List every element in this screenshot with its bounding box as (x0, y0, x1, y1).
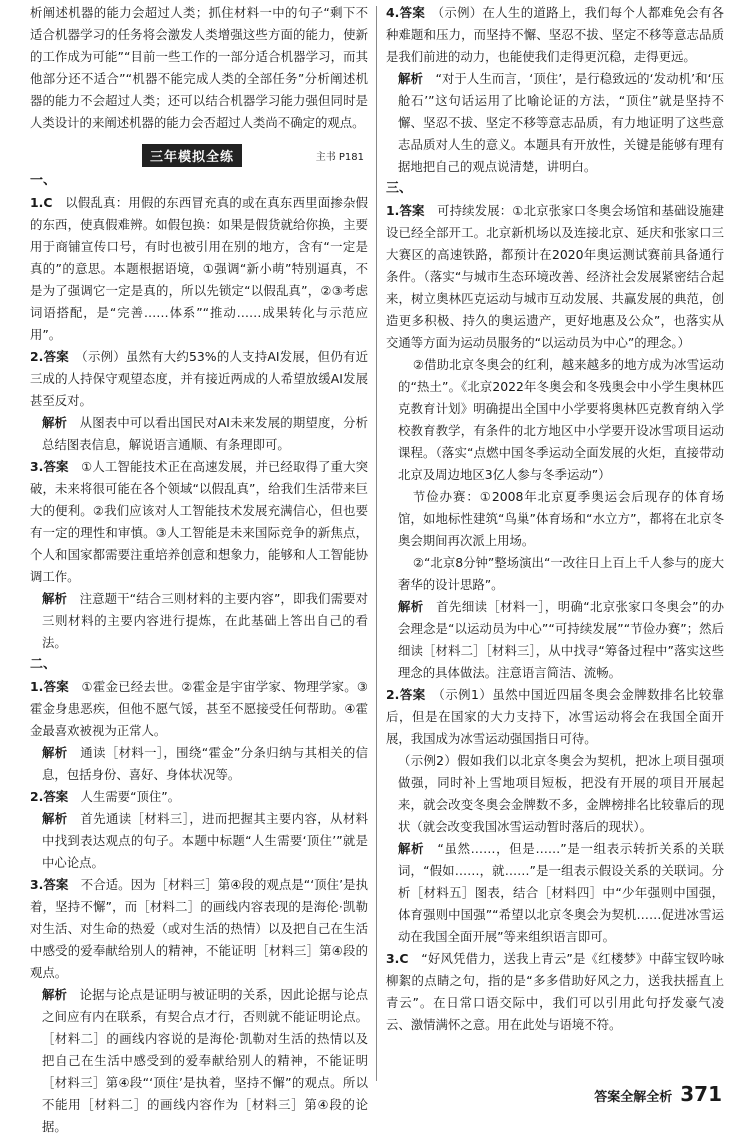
analysis-label: 解析 (398, 599, 424, 614)
analysis-text: 从图表中可以看出国民对AI未来发展的期望度，分析总结图表信息，解说语言通顺、有条理即可。 (42, 415, 368, 452)
analysis-label: 解析 (42, 415, 68, 430)
analysis-1-3 (30, 588, 368, 654)
answer-text: 人生需要“顶住”。 (80, 789, 181, 804)
analysis-label: 解析 (398, 841, 425, 856)
answer-label: 1.答案 (386, 203, 425, 218)
analysis-label: 解析 (398, 71, 423, 86)
section-heading-1: 一、 (30, 173, 57, 188)
analysis-2-1 (30, 742, 368, 786)
answer-3-1-part-c: 节俭办赛：①2008年北京夏季奥运会后现存的体育场馆，如地标性建筑“鸟巢”体育场和“水立方”，都将在北京冬奥会期间再次派上用场。 (398, 489, 724, 548)
answer-text: 可持续发展：①北京张家口冬奥会场馆和基础设施建设已经全部开工。北京新机场以及连接北京、延庆和张家口三大赛区的高速铁路，都预计在2020年奥运测试赛前具备通行条件。（落实“与城市生态环境改善、经济社会发展紧密结合起来，树立奥林匹克运动与城市互动发展、共赢发展的典范，创造更多积极、持久的奥运遗产，更好地惠及公众”，也落实从交通等方面为运动员服务的“以运动员为中心”的理念。） (386, 203, 724, 350)
answer-3-2-part-a (386, 684, 724, 750)
analysis-2-3 (30, 984, 368, 1138)
answer-text: ①人工智能技术正在高速发展，并已经取得了重大突破，未来将很可能在各个领域“以假乱真”，给我们生活带来巨大的便利。②我们应该对人工智能技术发展充满信心，但也要有一定的理性和审慎。③人工智能是未来国际竞争的新焦点，个人和国家都需要注重培养创意和想象力，能够和人工智能协调工作。 (30, 459, 368, 584)
page-footer (594, 1082, 722, 1106)
answer-label: 2.答案 (30, 349, 69, 364)
answer-text: “好风凭借力，送我上青云”是《红楼梦》中薛宝钗吟咏柳絮的点睛之句，指的是“多多借助好风之力，送我扶摇直上青云”。在日常口语交际中，我们可以引用此句抒发豪气凌云、激情满怀之意。用在此处与语境不符。 (386, 951, 725, 1032)
answer-3-1-part-d: ②“北京8分钟”整场演出“一改往日上百上千人参与的庞大奢华的设计思路”。 (398, 555, 724, 592)
analysis-label: 解析 (42, 591, 68, 606)
answer-2-4 (386, 2, 724, 68)
analysis-3-2 (386, 838, 724, 948)
answer-label: 3.答案 (30, 459, 69, 474)
answer-2-1 (30, 676, 368, 742)
answer-2-2 (30, 786, 368, 808)
answer-label: 2.答案 (30, 789, 69, 804)
answer-3-1-part-b: ②借助北京冬奥会的红利，越来越多的地方成为冰雪运动的“热土”。《北京2022年冬奥会和冬残奥会中小学生奥林匹克教育计划》明确提出全国中小学要将奥林匹克教育纳入学校教育教学，有条件的北方地区中小学要开设冰雪项目运动课程。（落实“点燃中国冬季运动全面发展的火炬，直接带动北京及周边地区3亿人参与冬季运动”） (398, 357, 724, 482)
answer-label: 1.答案 (30, 679, 69, 694)
answer-text: （示例1）虽然中国近四届冬奥会金牌数排名比较靠后，但是在国家的大力支持下，冰雪运动将会在我国全面开展，我国成为冰雪运动强国指日可待。 (386, 687, 724, 746)
left-column (30, 0, 368, 1138)
answer-2-3 (30, 874, 368, 984)
page-number: 371 (680, 1082, 722, 1106)
analysis-label: 解析 (42, 745, 68, 760)
analysis-label: 解析 (42, 987, 68, 1002)
analysis-text: 通读［材料一］，围绕“霍金”分条归纳与其相关的信息，包括身份、喜好、身体状况等。 (42, 745, 369, 782)
footer-title: 答案全解全析 (594, 1090, 673, 1105)
column-divider (376, 6, 377, 1081)
analysis-1-2 (30, 412, 368, 456)
analysis-2-2 (30, 808, 368, 874)
section-heading-3: 三、 (386, 181, 413, 196)
analysis-text: “对于人生而言，‘顶住’，是行稳致远的‘发动机’和‘压舱石’”这句话运用了比喻论证的方法，“顶住”就是坚持不懈、坚忍不拔、坚定不移等意志品质，有力地证明了这些意志品质对人生的意义。本题具有开放性，关键是能够有理有据地把自己的观点说清楚，讲明白。 (398, 71, 725, 174)
answer-3-1-part-a (386, 200, 724, 354)
analysis-3-1 (386, 596, 724, 684)
analysis-text: “虽然……，但是……”是一组表示转折关系的关联词，“假如……，就……”是一组表示假设关系的关联词。分析［材料五］图表，结合［材料四］中“少年强则中国强，体育强则中国强”“希望以北京冬奥会为契机……促进冰雪运动在我国全面开展”等来组织语言即可。 (398, 841, 724, 944)
top-paragraph: 析阐述机器的能力会超过人类；抓住材料一中的句子“剩下不适合机器学习的任务将会激发人类增强这些方面的能力，使新的工作成为可能”“目前一些工作的一部分适合机器学习，而其他部分还不适合”“机器不能完成人类的全部任务”分析阐述机器的能力不会超过人类；还可以结合机器学习能力强但同时是人类设计的来阐述机器的能力会否超过人类尚不确定的观点。 (30, 5, 368, 130)
analysis-text: 注意题干“结合三则材料的主要内容”，即我们需要对三则材料的主要内容进行提炼，在此基础上答出自己的看法。 (42, 591, 369, 650)
question-number: 3.C (386, 951, 409, 966)
answer-text: （示例）虽然有大约53%的人支持AI发展，但仍有近三成的人持保守观望态度，并有接近两成的人希望放缓AI发展甚至反对。 (30, 349, 368, 408)
question-number: 1.C (30, 195, 53, 210)
analysis-text: 论据与论点是证明与被证明的关系，因此论据与论点之间应有内在联系，有契合点才行，否则就不能证明论点。［材料二］的画线内容说的是海伦·凯勒对生活的热情以及把自己在生活中感受到的爱奉献给别人的精神，不能证明［材料三］第④段“‘顶住’是执着，坚持不懈”的观点。所以不能用［材料二］的画线内容作为［材料三］第④段的论据。 (42, 987, 369, 1134)
analysis-label: 解析 (42, 811, 68, 826)
analysis-text: 首先通读［材料三］，进而把握其主要内容，从材料中找到表达观点的句子。本题中标题“人生需要‘顶住’”就是中心论点。 (42, 811, 369, 870)
answer-text: （示例）在人生的道路上，我们每个人都难免会有各种难题和压力，而坚持不懈、坚忍不拔、坚定不移等意志品质是我们前进的动力，也能使我们走得更沉稳，走得更远。 (386, 5, 724, 64)
answer-3-3 (386, 948, 724, 1036)
section-banner-row (30, 140, 368, 170)
answer-label: 3.答案 (30, 877, 69, 892)
answer-1-2 (30, 346, 368, 412)
answer-text: ①霍金已经去世。②霍金是宇宙学家、物理学家。③霍金身患恶疾，但他不愿气馁，甚至不愿接受任何帮助。④霍金最喜欢被视为正常人。 (30, 679, 368, 738)
answer-1-3 (30, 456, 368, 588)
answer-1-1 (30, 192, 368, 346)
section-heading-2: 二、 (30, 657, 57, 672)
analysis-text: 首先细读［材料一］，明确“北京张家口冬奥会”的办会理念是“以运动员为中心”“可持续发展”“节俭办赛”；然后细读［材料二］［材料三］，从中找寻“筹备过程中”落实这些理念的具体做法。注意语言简洁、流畅。 (398, 599, 725, 680)
answer-3-2-part-b: （示例2）假如我们以北京冬奥会为契机，把冰上项目强项做强，同时补上雪地项目短板，把没有开展的项目开展起来，就会改变冬奥会金牌数不多，金牌榜排名比较靠后的现状（就会改变我国冰雪运动暂时落后的现状）。 (398, 753, 724, 834)
right-column (386, 0, 724, 1036)
answer-label: 2.答案 (386, 687, 426, 702)
analysis-2-4 (386, 68, 724, 178)
answer-text: 不合适。因为［材料三］第④段的观点是“‘顶住’是执着，坚持不懈”，而［材料二］的画线内容表现的是海伦·凯勒对生活、对生命的热爱（或对生活的热情）以及把自己在生活中感受的爱奉献给别人的精神，不能证明［材料三］第④段的观点。 (30, 877, 369, 980)
book-reference: 主书 P181 (315, 152, 364, 163)
section-banner: 三年模拟全练 (142, 144, 242, 167)
answer-label: 4.答案 (386, 5, 426, 20)
answer-text: 以假乱真：用假的东西冒充真的或在真东西里面掺杂假的东西，使真假难辨。如假包换：如果是假货就给你换，主要用于商铺宣传口号，有时也被引用在别的地方，含有“一定是真的”的意思。本题根据语境，①强调“新小萌”特别逼真，不是为了强调它一定是真的，所以先锁定“以假乱真”，②③考虑词语搭配，是“完善……体系”“推动……成果转化与示范应用”。 (30, 195, 369, 342)
